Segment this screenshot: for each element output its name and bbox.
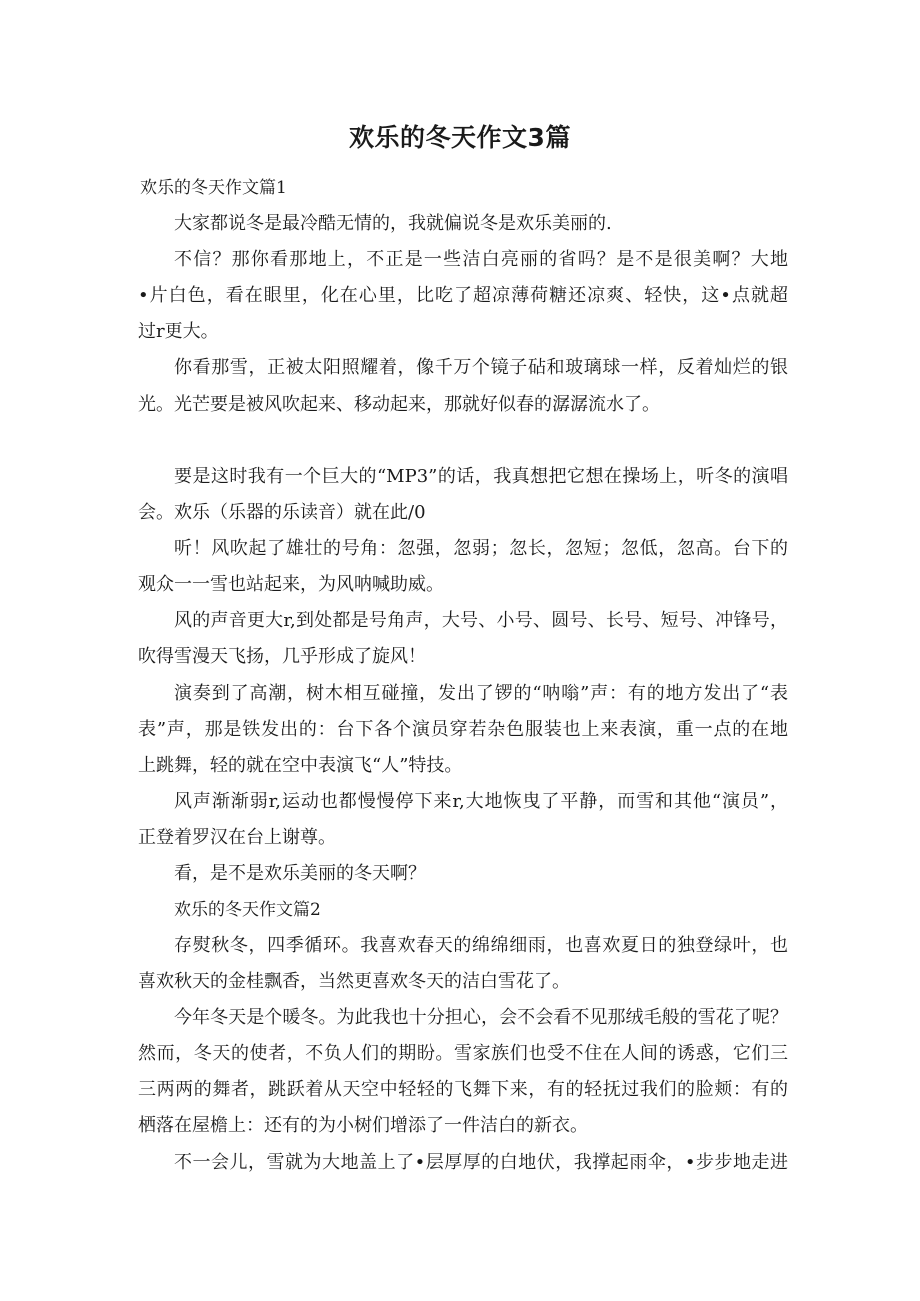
document-title: 欢乐的冬天作文3篇: [349, 123, 571, 152]
paragraph-line: 喜欢秋天的金桂飘香，当然更喜欢冬天的洁白雪花了。: [138, 971, 570, 992]
paragraph-line: 上跳舞，轻的就在空中表演飞“人”特技。: [138, 755, 463, 776]
paragraph-line: 表”声，那是铁发出的：台下各个演员穿若杂色服装也上来表演，重一点的在地: [138, 719, 788, 740]
paragraph-line: 会。欢乐（乐器的乐读音）就在此/0: [138, 502, 426, 523]
paragraph-line: 栖落在屋檐上：还有的为小树们增添了一件洁白的新衣。: [138, 1115, 588, 1136]
paragraph-line: 你看那雪，正被太阳照耀着，像千万个镜子砧和玻璃球一样，反着灿烂的银: [174, 357, 788, 378]
paragraph-line: 要是这时我有一个巨大的“MP3”的话，我真想把它想在操场上，听冬的演唱: [174, 466, 788, 487]
paragraph-line: 看，是不是欢乐美丽的冬天啊？: [174, 863, 426, 884]
paragraph-line: 然而，冬天的使者，不负人们的期盼。雪家族们也受不住在人间的诱惑，它们三: [138, 1043, 788, 1064]
section-heading-2: 欢乐的冬天作文篇2: [174, 900, 321, 920]
section-heading-1: 欢乐的冬天作文篇1: [140, 178, 287, 198]
paragraph-line: 过r更大。: [138, 321, 219, 342]
paragraph-line: 存熨秋冬，四季循环。我喜欢春天的绵绵细雨，也喜欢夏日的独登绿叶，也: [174, 935, 788, 956]
paragraph-line: 正登着罗汉在台上谢尊。: [138, 827, 336, 848]
paragraph-line: 听！风吹起了雄壮的号角：忽强，忽弱；忽长，忽短；忽低，忽高。台下的: [174, 538, 788, 559]
paragraph-line: 演奏到了高潮，树木相互碰撞，发出了锣的“呐嗡”声：有的地方发出了“表: [174, 683, 788, 704]
paragraph-line: •片白色，看在眼里，化在心里，比吃了超凉薄荷糖还凉爽、轻快，这•点就超: [138, 285, 788, 306]
paragraph-line: 三两两的舞者，跳跃着从天空中轻轻的飞舞下来，有的轻抚过我们的脸颊：有的: [138, 1079, 788, 1100]
paragraph-line: 不信？那你看那地上，不正是一些洁白亮丽的省吗？是不是很美啊？大地: [174, 249, 788, 270]
paragraph-line: 大家都说冬是最冷酷无情的，我就偏说冬是欢乐美丽的.: [174, 213, 612, 234]
paragraph-line: 吹得雪漫天飞扬，几乎形成了旋风！: [138, 646, 426, 667]
paragraph-line: 今年冬天是个暖冬。为此我也十分担心，会不会看不见那绒毛般的雪花了呢？: [174, 1007, 788, 1028]
paragraph-line: 风声渐渐弱r,运动也都慢慢停下来r,大地恢曳了平静，而雪和其他“演员”，: [174, 791, 788, 812]
paragraph-line: 风的声音更大r,到处都是号角声，大号、小号、圆号、长号、短号、冲锋号，: [174, 610, 788, 631]
paragraph-line: 观众一一雪也站起来，为风呐喊助威。: [138, 574, 444, 595]
paragraph-line: 光。光芒要是被风吹起来、移动起来，那就好似春的潺潺流水了。: [138, 394, 660, 415]
paragraph-line: 不一会儿，雪就为大地盖上了•层厚厚的白地伏，我撑起雨伞，•步步地走进: [174, 1152, 788, 1173]
